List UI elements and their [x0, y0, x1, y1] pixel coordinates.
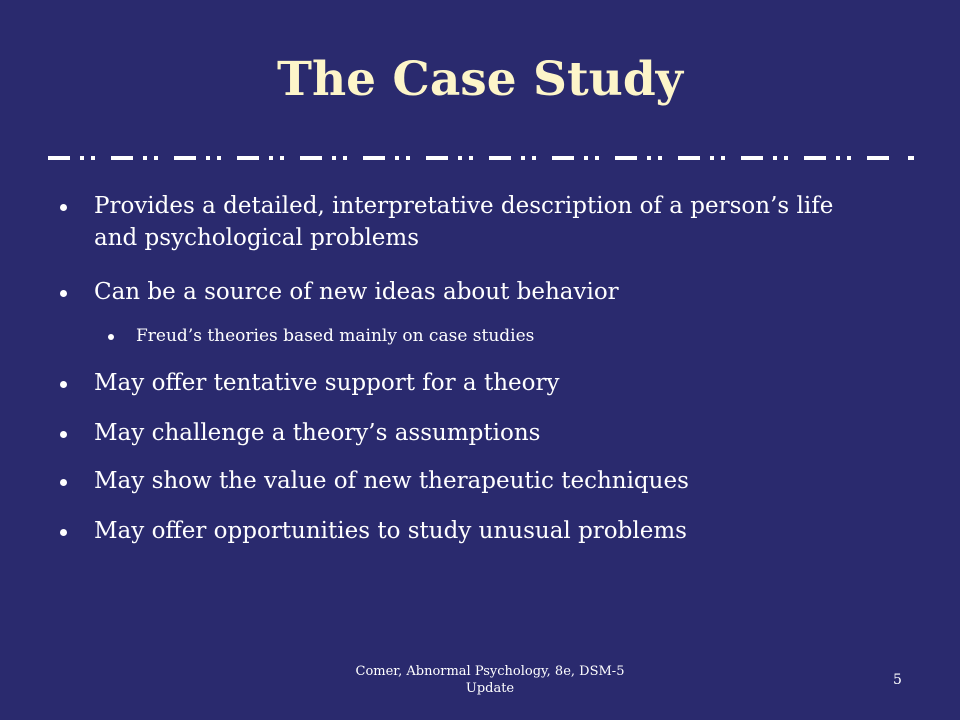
- bullet-dot-icon: [60, 529, 67, 536]
- sub-bullet-item: [136, 324, 836, 348]
- slide-footer: Comer, Abnormal Psychology, 8e, DSM-5 Update: [355, 664, 625, 696]
- page-number: 5: [893, 672, 902, 688]
- bullet-dot-icon: [60, 290, 67, 297]
- bullet-item: [94, 465, 874, 497]
- bullet-dot-icon: [108, 334, 114, 340]
- bullet-text: Provides a detailed, interpretative description of a person’s life and psychological problems: [94, 193, 834, 251]
- bullet-text: Freud’s theories based mainly on case studies: [136, 326, 535, 346]
- bullet-item: [94, 515, 874, 547]
- bullet-text: May challenge a theory’s assumptions: [94, 420, 541, 446]
- bullet-dot-icon: [60, 381, 67, 388]
- bullet-item: [94, 367, 874, 399]
- bullet-text: May offer tentative support for a theory: [94, 370, 560, 396]
- bullet-dot-icon: [60, 479, 67, 486]
- bullet-item: [94, 417, 874, 449]
- bullet-dot-icon: [60, 204, 67, 211]
- bullet-dot-icon: [60, 431, 67, 438]
- bullet-text: May offer opportunities to study unusual problems: [94, 518, 687, 544]
- slide-title: The Case Study: [277, 52, 683, 107]
- bullet-item: [94, 190, 874, 254]
- bullet-text: Can be a source of new ideas about behavior: [94, 279, 619, 305]
- bullet-item: [94, 276, 874, 308]
- bullet-text: May show the value of new therapeutic techniques: [94, 468, 689, 494]
